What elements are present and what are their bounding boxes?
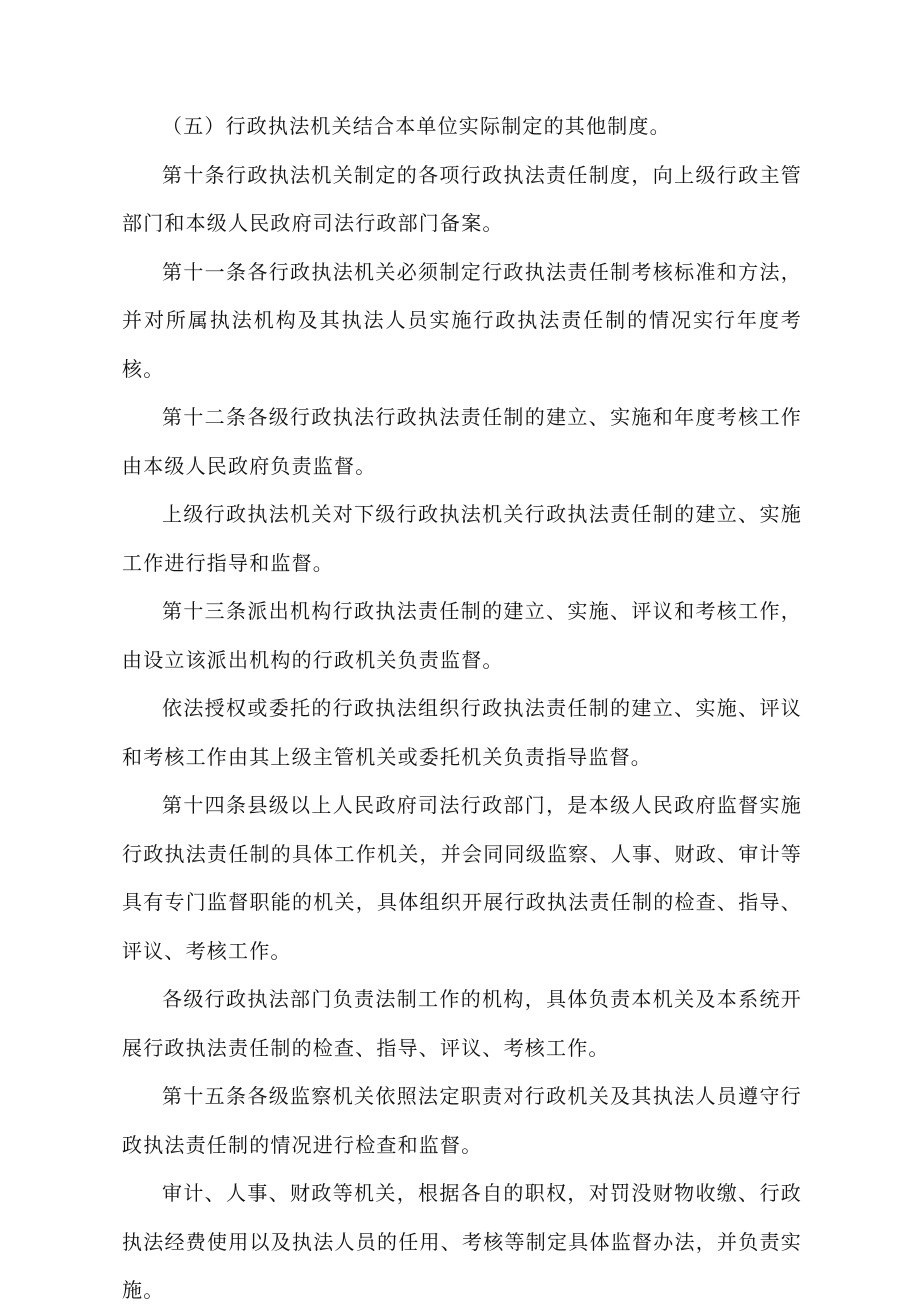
paragraph: 第十四条县级以上人民政府司法行政部门，是本级人民政府监督实施行政执法责任制的具体工作机关，并会同同级监察、人事、财政、审计等具有专门监督职能的机关，具体组织开展行政执法责任制的检查、指导、评议、考核工作。	[122, 793, 802, 963]
paragraph: 第十三条派出机构行政执法责任制的建立、实施、评议和考核工作，由设立该派出机构的行政机关负责监督。	[122, 599, 802, 672]
paragraph: 第十条行政执法机关制定的各项行政执法责任制度，向上级行政主管部门和本级人民政府司法行政部门备案。	[122, 162, 802, 235]
paragraph: 各级行政执法部门负责法制工作的机构，具体负责本机关及本系统开展行政执法责任制的检查、指导、评议、考核工作。	[122, 987, 802, 1060]
paragraph: 第十二条各级行政执法行政执法责任制的建立、实施和年度考核工作由本级人民政府负责监督。	[122, 405, 802, 478]
paragraph: 上级行政执法机关对下级行政执法机关行政执法责任制的建立、实施工作进行指导和监督。	[122, 502, 802, 575]
paragraph: （五）行政执法机关结合本单位实际制定的其他制度。	[162, 114, 671, 138]
paragraph: 第十五条各级监察机关依照法定职责对行政机关及其执法人员遵守行政执法责任制的情况进行检查和监督。	[122, 1084, 802, 1157]
paragraph: 第十一条各行政执法机关必须制定行政执法责任制考核标准和方法，并对所属执法机构及其执法人员实施行政执法责任制的情况实行年度考核。	[122, 259, 802, 381]
paragraph: 审计、人事、财政等机关，根据各自的职权，对罚没财物收缴、行政执法经费使用以及执法人员的任用、考核等制定具体监督办法，并负责实施。	[122, 1181, 802, 1302]
paragraph: 依法授权或委托的行政执法组织行政执法责任制的建立、实施、评议和考核工作由其上级主管机关或委托机关负责指导监督。	[122, 696, 802, 769]
